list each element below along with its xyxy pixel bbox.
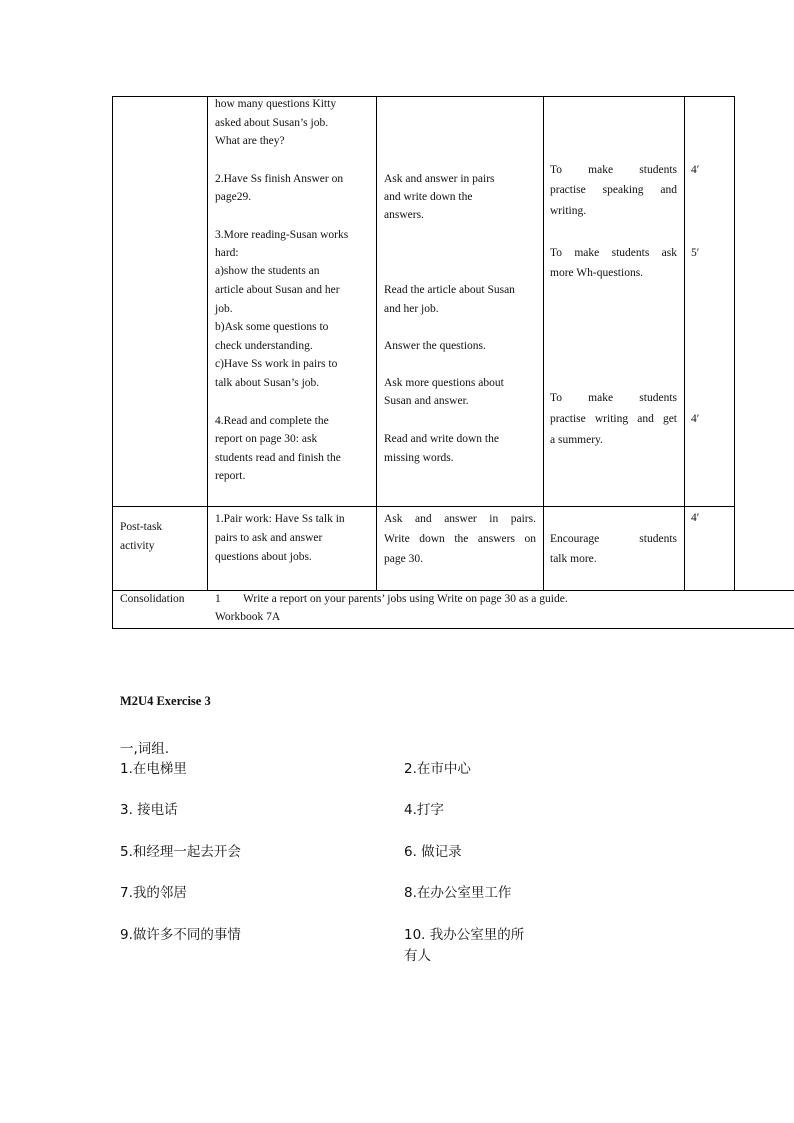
list-item: 8.在办公室里工作 <box>404 885 512 901</box>
student-activity-line: missing words. <box>384 452 454 464</box>
procedure-line: 3.More reading-Susan works <box>215 229 349 241</box>
table-border-left <box>112 96 113 628</box>
procedure-line: What are they? <box>215 135 285 147</box>
stage-label: Consolidation <box>120 593 185 605</box>
purpose-line: To make students ask <box>550 247 677 259</box>
procedure-line: b)Ask some questions to <box>215 321 329 333</box>
procedure-line: talk about Susan’s job. <box>215 377 320 389</box>
table-row-divider-1 <box>112 506 735 507</box>
table-border-top <box>112 96 735 97</box>
stage-label: activity <box>120 540 155 552</box>
student-activity-line: and her job. <box>384 303 439 315</box>
purpose-line: talk more. <box>550 553 597 565</box>
procedure-line: a)show the students an <box>215 265 320 277</box>
procedure-line: questions about jobs. <box>215 551 312 563</box>
list-item: 3. 接电话 <box>120 802 178 818</box>
table-border-right <box>734 96 735 590</box>
procedure-line: 2.Have Ss finish Answer on <box>215 173 344 185</box>
time-value: 5′ <box>691 247 700 259</box>
procedure-line: report on page 30: ask <box>215 433 318 445</box>
list-item: 10. 我办公室里的所 <box>404 927 525 943</box>
time-value: 4′ <box>691 512 700 524</box>
procedure-line: how many questions Kitty <box>215 98 337 110</box>
student-activity-line: Write down the answers on <box>384 533 536 545</box>
purpose-line: more Wh-questions. <box>550 267 644 279</box>
purpose-line: Encourage students <box>550 533 677 545</box>
list-item: 4.打字 <box>404 802 444 818</box>
table-divider-4 <box>684 96 685 590</box>
procedure-line: hard: <box>215 247 239 259</box>
consolidation-workbook: Workbook 7A <box>215 611 281 623</box>
student-activity-line: and write down the <box>384 191 473 203</box>
purpose-line: practise writing and get <box>550 413 677 425</box>
procedure-line: 1.Pair work: Have Ss talk in <box>215 513 345 525</box>
student-activity-line: Susan and answer. <box>384 395 469 407</box>
procedure-line: job. <box>215 303 233 315</box>
student-activity-line: Answer the questions. <box>384 340 486 352</box>
student-activity-line: answers. <box>384 209 424 221</box>
procedure-line: 4.Read and complete the <box>215 415 329 427</box>
list-item: 5.和经理一起去开会 <box>120 844 241 860</box>
list-item: 2.在市中心 <box>404 761 471 777</box>
stage-label: Post-task <box>120 521 163 533</box>
procedure-line: c)Have Ss work in pairs to <box>215 358 338 370</box>
table-divider-1 <box>207 96 208 590</box>
purpose-line: a summery. <box>550 434 603 446</box>
consolidation-number: 1 <box>215 593 221 605</box>
list-item: 6. 做记录 <box>404 844 462 860</box>
procedure-line: report. <box>215 470 246 482</box>
procedure-line: pairs to ask and answer <box>215 532 323 544</box>
student-activity-line: page 30. <box>384 553 423 565</box>
student-activity-line: Ask and answer in pairs. <box>384 513 536 525</box>
student-activity-line: Read the article about Susan <box>384 284 515 296</box>
consolidation-task: Write a report on your parents’ jobs using Write on page 30 as a guide. <box>243 593 568 605</box>
list-item: 1.在电梯里 <box>120 761 187 777</box>
purpose-line: To make students <box>550 392 677 404</box>
table-divider-3 <box>543 96 544 590</box>
time-value: 4′ <box>691 413 700 425</box>
purpose-line: To make students <box>550 164 677 176</box>
list-item: 7.我的邻居 <box>120 885 187 901</box>
table-border-bottom <box>112 628 794 629</box>
procedure-line: students read and finish the <box>215 452 341 464</box>
exercise-title: M2U4 Exercise 3 <box>120 694 211 708</box>
table-divider-2 <box>376 96 377 590</box>
purpose-line: practise speaking and <box>550 184 677 196</box>
procedure-line: page29. <box>215 191 252 203</box>
list-item: 9.做许多不同的事情 <box>120 927 241 943</box>
procedure-line: check understanding. <box>215 340 313 352</box>
list-item-continuation: 有人 <box>404 948 431 964</box>
procedure-line: asked about Susan’s job. <box>215 117 329 129</box>
time-value: 4′ <box>691 164 700 176</box>
procedure-line: article about Susan and her <box>215 284 340 296</box>
student-activity-line: Ask and answer in pairs <box>384 173 495 185</box>
section-heading: 一,词组. <box>120 741 170 757</box>
student-activity-line: Read and write down the <box>384 433 499 445</box>
student-activity-line: Ask more questions about <box>384 377 504 389</box>
purpose-line: writing. <box>550 205 587 217</box>
